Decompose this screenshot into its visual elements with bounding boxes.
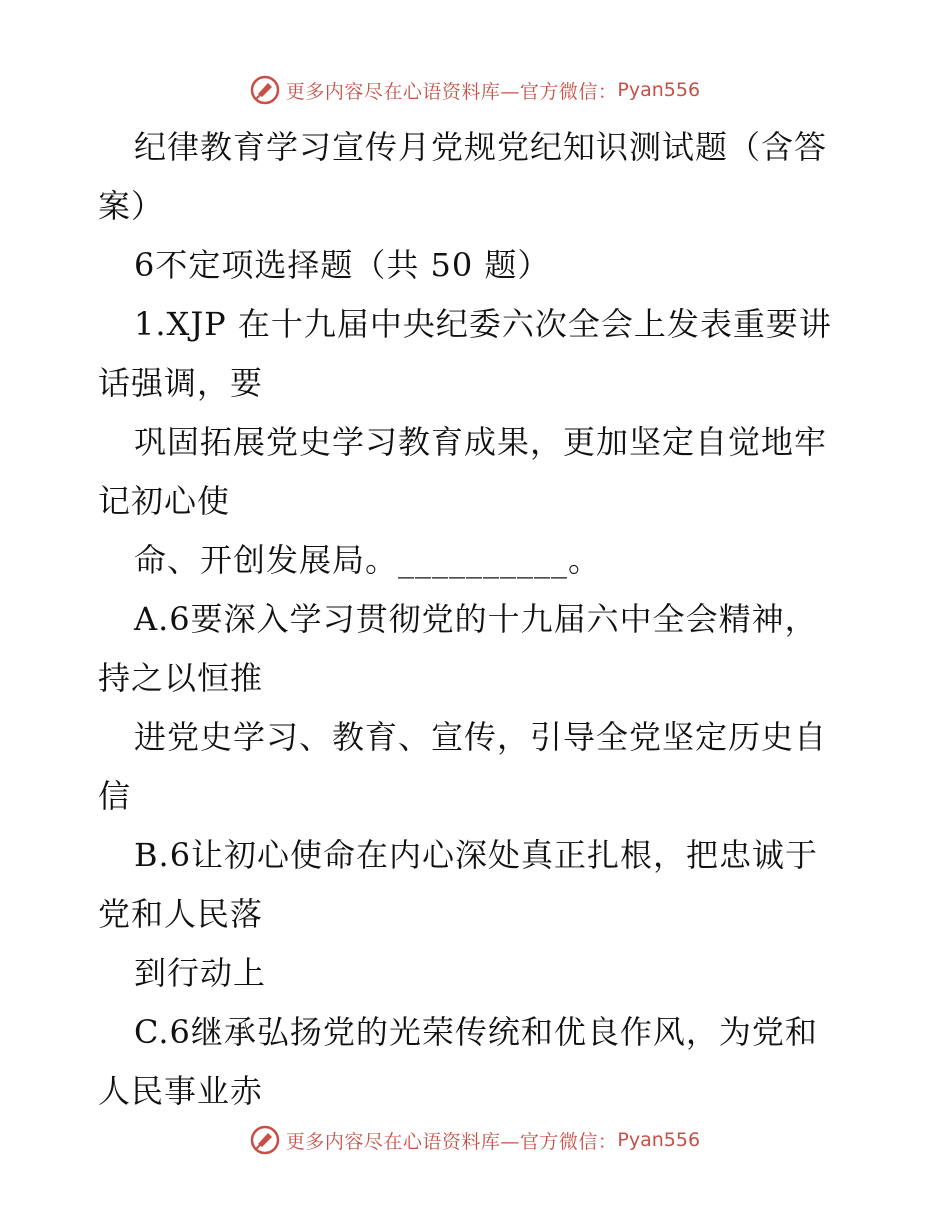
option-a-line: A.6要深入学习贯彻党的十九届六中全会精神， [134,600,818,638]
option-a-line: 信 [98,777,132,815]
option-c-line: 人民事业赤 [98,1072,264,1110]
watermark-wechat-id: Pyan556 [617,1129,701,1151]
watermark-header [0,72,950,108]
watermark-text: 更多内容尽在心语资料库—官方微信： [285,80,618,103]
option-b-line: B.6让初心使命在内心深处真正扎根，把忠诚于 [134,836,819,874]
option-c-line: C.6继承弘扬党的光荣传统和优良作风，为党和 [134,1013,818,1051]
question-line: 话强调，要 [98,364,264,402]
section-heading: 6不定项选择题（共 50 题） [134,246,551,284]
doc-title-line-1: 纪律教育学习宣传月党规党纪知识测试题（含答 [134,128,828,166]
watermark-wechat-id: Pyan556 [617,79,701,101]
question-line: 命、开创发展局。__________。 [134,541,602,579]
question-line: 记初心使 [98,482,231,520]
question-line: 1.XJP 在十九届中央纪委六次全会上发表重要讲 [134,305,832,343]
watermark-text: 更多内容尽在心语资料库—官方微信： [285,1130,618,1153]
doc-title-line-2: 案） [98,187,165,225]
watermark-footer [0,1122,950,1158]
option-b-line: 到行动上 [134,954,267,992]
option-b-line: 党和人民落 [98,895,264,933]
question-line: 巩固拓展党史学习教育成果，更加坚定自觉地牢 [134,423,828,461]
document-body [98,118,868,1121]
brand-logo-icon [250,75,280,105]
option-a-line: 进党史学习、教育、宣传，引导全党坚定历史自 [134,718,828,756]
brand-logo-icon [250,1125,280,1155]
option-a-line: 持之以恒推 [98,659,264,697]
